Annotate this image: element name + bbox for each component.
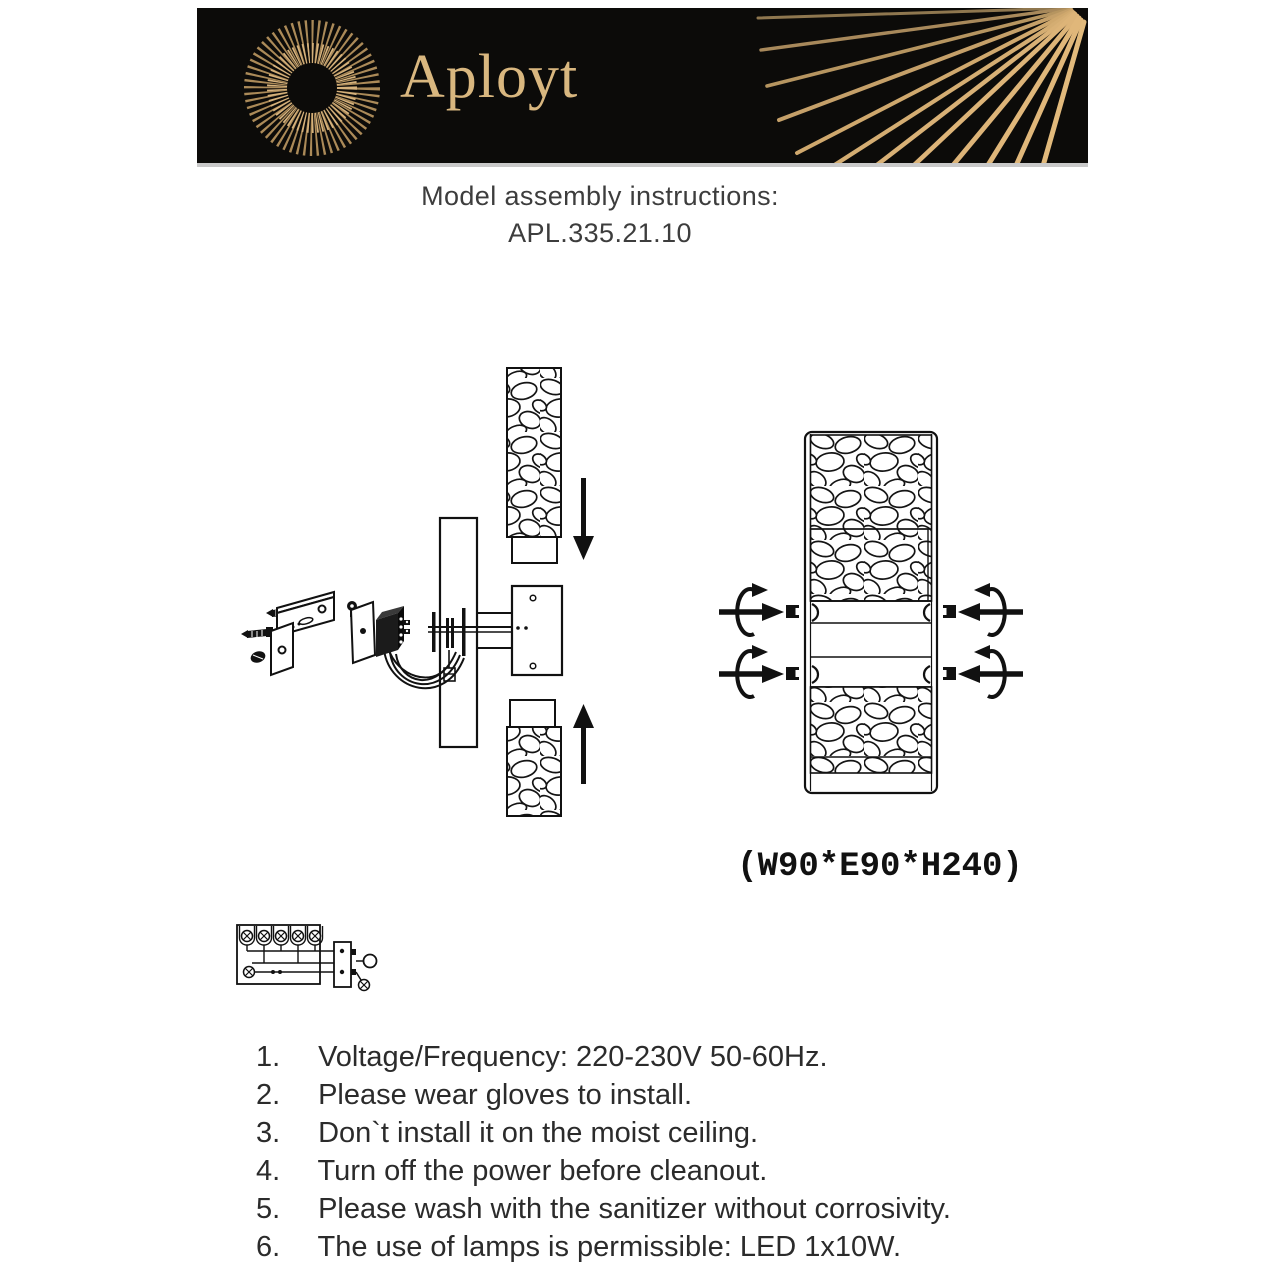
instructions-list [256, 1038, 1156, 1266]
instruction-number: 1. [256, 1041, 281, 1073]
wiring-diagram [228, 916, 393, 1001]
lamp-terminal [356, 955, 377, 991]
bottom-shade [507, 700, 561, 816]
mounting-bracket [271, 592, 334, 675]
top-shade [507, 368, 561, 563]
dimensions-label: (W90*E90*H240) [737, 848, 1023, 886]
terminal-strip [240, 926, 323, 945]
mount-arm [477, 613, 512, 648]
title-line2: APL.335.21.10 [508, 218, 692, 248]
backplate [347, 601, 375, 663]
brand-name: Aployt [400, 43, 579, 111]
wall-mount-box [512, 586, 562, 675]
instruction-text: Don`t install it on the moist ceiling. [318, 1117, 759, 1149]
down-arrow-icon [573, 478, 594, 560]
decorative-rays [753, 8, 1088, 163]
instruction-text: Voltage/Frequency: 220-230V 50-60Hz. [318, 1041, 828, 1073]
terminal-block [376, 606, 410, 657]
instruction-text: Please wear gloves to install. [318, 1079, 693, 1111]
instruction-text: Turn off the power before cleanout. [317, 1155, 768, 1187]
instruction-item [256, 1228, 1156, 1266]
assembled-view-diagram [705, 420, 1035, 810]
exploded-view-diagram [240, 355, 605, 830]
instruction-number: 2. [256, 1079, 281, 1111]
instruction-item [256, 1190, 1156, 1228]
instruction-text: Please wash with the sanitizer without corrosivity. [318, 1193, 951, 1225]
instruction-number: 3. [256, 1117, 281, 1149]
instruction-item [256, 1076, 1156, 1114]
title-line1: Model assembly instructions: [421, 181, 779, 211]
connector-block [334, 942, 356, 987]
instruction-item [256, 1038, 1156, 1076]
instruction-item [256, 1152, 1156, 1190]
instruction-text: The use of lamps is permissible: LED 1x10W. [317, 1231, 902, 1263]
instruction-number: 5. [256, 1193, 281, 1225]
up-arrow-icon [573, 704, 594, 784]
sunburst-logo-icon [239, 13, 389, 163]
instruction-number: 6. [256, 1231, 281, 1263]
instruction-item [256, 1114, 1156, 1152]
brand-banner [197, 8, 1088, 167]
page-title [200, 178, 1000, 252]
lamp-body [805, 432, 937, 793]
instruction-number: 4. [256, 1155, 281, 1187]
